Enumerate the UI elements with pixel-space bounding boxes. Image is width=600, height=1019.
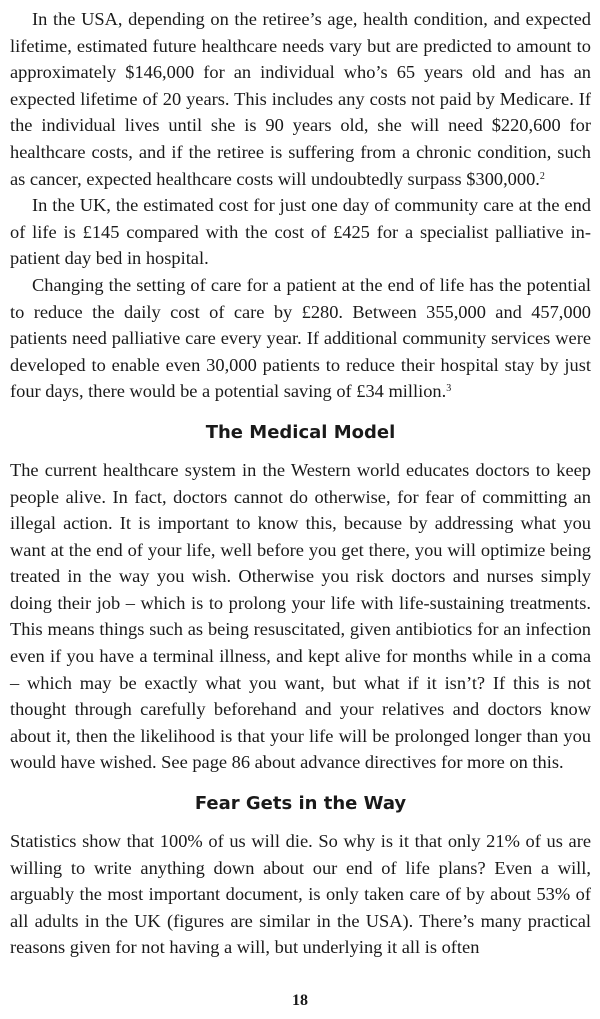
paragraph-text: In the UK, the estimated cost for just one day of community care at the end of life is £145 compared with the cost of £425 for a specialist palliative in-patient day bed in hospital. bbox=[10, 195, 591, 269]
paragraph-medical-model: The current healthcare system in the Western world educates doctors to keep people alive. In fact, doctors cannot do otherwise, for fear of committing an illegal action. It is important to know this, because by addressing what you want at the end of your life, well before you get there, you will optimize being treated in the way you wish. Otherwise you risk doctors and nurses simply doing their job – which is to prolong your life with life-sustaining treatments. This means things such as being resuscitated, given antibiotics for an infection even if you have a terminal illness, and kept alive for months while in a coma – which may be exactly what you want, but what if it isn’t? If this is not thought through carefully beforehand and your relatives and doctors know about it, then the likelihood is that your life will be prolonged longer than you would have wished. See page 86 about advance directives for more on this. bbox=[10, 459, 591, 773]
book-page bbox=[10, 6, 591, 961]
page-number: 18 bbox=[292, 992, 308, 1009]
paragraph-care-setting bbox=[10, 272, 591, 405]
section-heading-fear: Fear Gets in the Way bbox=[194, 793, 407, 815]
paragraph-text: Changing the setting of care for a patient at the end of life has the potential to reduce the daily cost of care by £280. Between 355,000 and 457,000 patients need palliative care every year. If additional community services were developed to enable even 30,000 patients to reduce their hospital stay by just four days, there would be a potential saving of £34 million. bbox=[10, 274, 591, 402]
section-heading-medical-model: The Medical Model bbox=[205, 421, 396, 443]
footnote-marker: 3 bbox=[446, 383, 452, 395]
paragraph-fear: Statistics show that 100% of us will die. So why is it that only 21% of us are willing to write anything down about our end of life plans? Even a will, arguably the most important document, is only taken care of by about 53% of all adults in the UK (figures are similar in the USA). There’s many practical reasons given for not having a will, but underlying it all is often bbox=[10, 831, 591, 958]
footnote-marker: 2 bbox=[539, 170, 545, 182]
paragraph-text: In the USA, depending on the retiree’s age, health condition, and expected lifetime, estimated future healthcare needs vary but are predicted to amount to approximately $146,000 for an individual who’s 65 years old and has an expected lifetime of 20 years. This includes any costs not paid by Medicare. If the individual lives until she is 90 years old, she will need $220,600 for healthcare costs, and if the retiree is suffering from a chronic condition, such as cancer, expected healthcare costs will undoubtedly surpass $300,000. bbox=[10, 9, 591, 189]
paragraph-uk-costs bbox=[10, 192, 591, 272]
paragraph-usa-costs bbox=[10, 6, 591, 192]
